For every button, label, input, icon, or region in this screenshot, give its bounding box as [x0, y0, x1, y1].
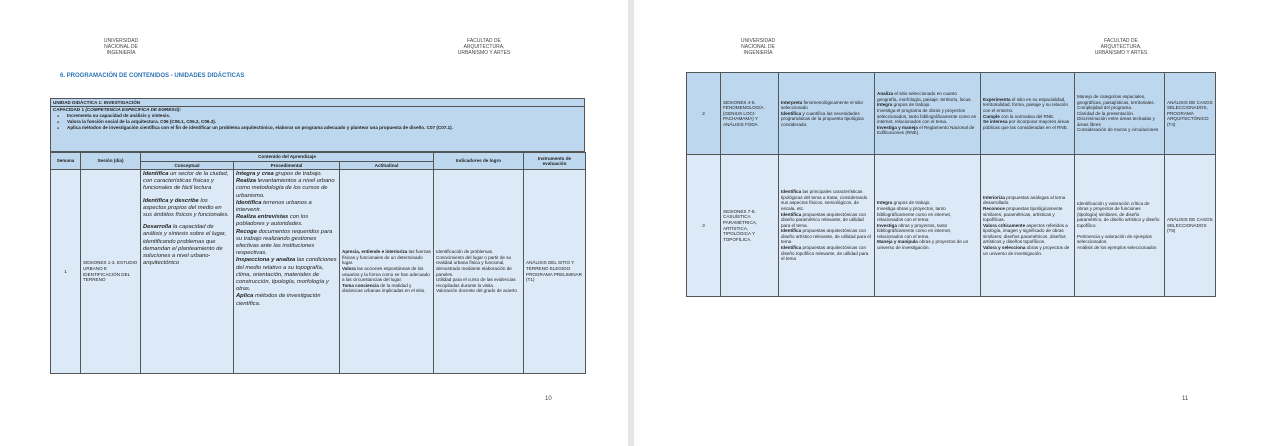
header-procedimental: Procedimental	[234, 161, 340, 170]
indicadores-cell: Manejo de categorías espaciales, geográficas, paisajísticas, territoriales. Complejidad del programa. Claridad de la presentación. Discriminación entre áreas techadas y áreas libres Consideración de muros y circulaciones	[1075, 73, 1165, 155]
page-number: 11	[1182, 396, 1189, 402]
instrumento-cell: ANÁLISIS DEL SITIO Y TERRENO ELEGIDO. PROGRAMA PRELIMINAR (T1)	[524, 170, 586, 374]
sesion-cell: SESIONES 7-9. CASUÍSTICA PARAMÉTRICA, ARTÍSTICA, TIPOLÓGICA Y TOPOFÍLICA.	[721, 155, 779, 297]
indicadores-cell: Identificación y valoración crítica de obras y proyectos de funciones (tipología) similares, de diseño paramétrico, de diseño artístico y diseño topofílico. Pertinencia y valoración de ejemplos seleccionados. Análisis de los ejemplos seleccionados	[1075, 155, 1165, 297]
capacity-line: ● Valora la función social de la arquitectura. C06 (C06.1, C06.2, C06.3).	[53, 119, 582, 125]
conceptual-cell: Interpreta fenomenológicamente el sitio seleccionado Identifica y cuantifica las necesidades programáticas de la propuesta tipológica considerada.	[779, 73, 875, 155]
table-row	[687, 155, 1216, 297]
indicadores-cell: Identificación de problemas. Conocimiento del lugar o partir de su realidad urbana física y funcional, demostrado mediante elaboración de paneles. Utilidad para el curso de las evidencias recopiladas durante la visita. Valoración docente del grado de acierto	[434, 170, 524, 374]
page-10	[0, 0, 628, 446]
semana-cell: 1	[51, 170, 81, 374]
conceptual-cell: Identifica las principales características tipológicas del tema a tratar, considerando sus aspectos físicos, semiológicos, de escala, etc. Identifica propuestas arquitectónicas con diseño paramétrico relevante, de utilidad para el tema. Identifica propuestas arquitectónicas con diseño artístico relevante, de utilidad para el tema Identifica propuestas arquitectónicas con diseño topofílico relevante, de utilidad para el tema	[779, 155, 875, 297]
capacity-line: ● Aplica métodos de investigación científica con el fin de identificar un problema arquitectónico, elaborar un programa adecuado y plantear una propuesta de diseño. C07 (C07.1).	[53, 125, 582, 131]
procedimental-cell: Analiza el sitio seleccionado en cuanto geografía, morfología, paisaje, territorio, locus. Integra grupos de trabajo. Investiga el programa de obras y proyectos seleccionados, tanto bibliográficamente como en internet, relacionados con el tema. Investiga y maneja el Reglamento Nacional de Edificaciones (RNE).	[875, 73, 981, 155]
faculty-header: FACULTAD DE ARQUITECTURA, URBANISMO Y ARTES	[457, 38, 511, 56]
sesion-cell: SESIONES 4-6. FENOMENOLOGÍA (GENIUS LOCI-PACHAMAMA) Y ANÁLISIS FODA	[721, 73, 779, 155]
table-row	[687, 73, 1216, 155]
instrumento-cell: ANÁLISIS DE CASOS SELECCIONADOS, PROGRAMA ARQUITECTÓNICO (T4)	[1165, 73, 1216, 155]
capacity-heading: CAPACIDAD 1 (COMPETENCIA ESPECIFICA DE EGRESO):	[53, 107, 181, 112]
semana-cell: 2	[687, 73, 721, 155]
header-actitudinal: Actitudinal	[340, 161, 434, 170]
header-sesion: Sesión (día)	[81, 153, 141, 170]
procedimental-cell: Integra y crea grupos de trabajo. Realiza levantamientos a nivel urbano como metodología de los cursos de urbanismo. Identifica terrenos urbanos a intervenir. Realiza entrevistas con los pobladores y autoridades. Recoge documentos requeridos para su trabajo realizando gestiones efectivas ante las instituciones respectivas. Inspecciona y analiza las condiciones del medio relativo a su topografía, clima, orientación, materiales de construcción, tipología, morfología y otras. Aplica métodos de investigación científica.	[234, 170, 340, 374]
header-semana: Semana	[51, 153, 81, 170]
actitudinal-cell: Aprecia, entiende e interioriza las fuerzas físicas y funcionales de un determinado lugar. Valora las acciones espontáneas de los usuarios y la forma como se han adecuado a las circunstancias del lugar. Toma conciencia de la realidad y dinámicas urbanas implicadas en el sitio.	[340, 170, 434, 374]
procedimental-cell: Integra grupos de trabajo. Investiga obras y proyectos, tanto bibliográficamente como en internet, relacionados con el tema. Investiga obras y proyectos, tanto bibliográficamente como en internet, relacionados con el tema. Maneja y manipula obras y proyectos de un universo de investigación.	[875, 155, 981, 297]
university-header: UNIVERSIDAD NACIONAL DE INGENIERÍA	[103, 38, 139, 56]
page-number: 10	[545, 396, 552, 402]
sesion-cell: SESIONES 1-3. ESTUDIO URBANO E IDENTIFICACIÓN DEL TERRENO	[81, 170, 141, 374]
actitudinal-cell: Experimenta el sitio en su espacialidad, territorialidad, forma, paisaje y su relación con el entorno. Cumple con la normativa del RNE. Se interesa por incorporar mayores áreas públicas que las consideradas en el RNE.	[981, 73, 1075, 155]
semana-cell: 3	[687, 155, 721, 297]
unit-title: UNIDAD DIDÁCTICA 1: INVESTIGACIÓN	[51, 100, 584, 107]
instrumento-cell: ANÁLISIS DE CASOS SELECCIONADOS (T5)	[1165, 155, 1216, 297]
actitudinal-cell: Interioriza propuestas análogas al tema desarrollado. Reconoce propuestas tipológicamente similares, paramétricas, artísticas y topofílicas. Valora críticamente aspectos referidos a tipología, imagen y significado de obras similares; diseños paramétricos, diseños artísticos y diseños topofílicos. Valora y selecciona obras y proyectos de un universo de investigación.	[981, 155, 1075, 297]
header-indicadores: Indicadores de logro	[434, 153, 524, 170]
header-conceptual: Conceptual	[141, 161, 234, 170]
unit-description	[50, 98, 585, 152]
faculty-header: FACULTAD DE ARQUITECTURA, URBANISMO Y ARTES	[1094, 38, 1148, 56]
university-header: UNIVERSIDAD NACIONAL DE INGENIERÍA	[740, 38, 776, 56]
header-contenido: Contenido del Aprendizaje	[141, 153, 434, 162]
capacity-line: ● Incrementa su capacidad de análisis y síntesis.	[53, 113, 582, 119]
section-title: 6. PROGRAMACIÓN DE CONTENIDOS - UNIDADES DIDÁCTICAS	[60, 73, 245, 79]
unit-table-continued	[686, 72, 1216, 297]
unit-table	[50, 152, 586, 374]
conceptual-cell: Identifica un sector de la ciudad, con características físicas y funcionales de fácil lectura Identifica y describe los aspectos propios del medio en sus ámbitos físicos y funcionales. Desarrolla la capacidad de análisis y síntesis sobre el lugar, identificando problemas que demandan el planteamiento de soluciones a nivel urbano-arquitectónico	[141, 170, 234, 374]
header-instrumento: Instrumento de evaluación	[524, 153, 586, 170]
page-11	[634, 0, 1263, 446]
